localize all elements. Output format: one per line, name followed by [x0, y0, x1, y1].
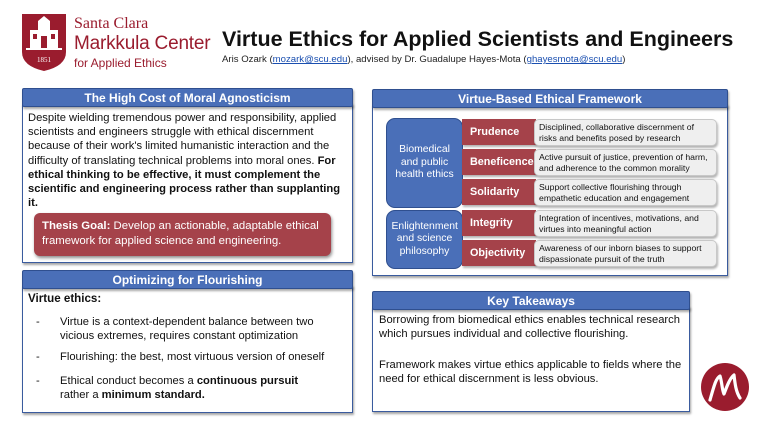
flourishing-heading: Optimizing for Flourishing: [22, 270, 353, 289]
bullet-text-2: Flourishing: the best, most virtuous version of oneself: [60, 351, 325, 363]
virtue-beneficence: Beneficence: [462, 149, 536, 175]
group-biomedical: [386, 118, 463, 208]
virtue-solidarity: Solidarity: [462, 179, 536, 205]
bullet-3-pre: Ethical conduct becomes a: [60, 375, 197, 387]
virtue-desc-beneficence: Active pursuit of justice, prevention of harm, and adherence to the common morality: [534, 149, 717, 176]
logo-line-1: Santa Clara: [74, 15, 149, 32]
virtue-desc-solidarity: Support collective flourishing through empathetic education and engagement: [534, 179, 717, 206]
takeaways-heading: Key Takeaways: [372, 291, 690, 310]
author-1: Aris Ozark (: [222, 54, 273, 65]
virtue-ethics-label: Virtue ethics:: [28, 292, 102, 305]
logo-line-2: Markkula Center: [74, 33, 211, 54]
bullet-3-bold-2: minimum standard.: [101, 389, 205, 402]
email-link-1[interactable]: mozark@scu.edu: [272, 54, 348, 65]
moral-heading: The High Cost of Moral Agnosticism: [22, 88, 353, 107]
virtue-prudence: Prudence: [462, 119, 536, 145]
bullet-3-bold-1: continuous pursuit: [196, 375, 299, 387]
group-biomedical-label: Biomedical and public health ethics: [395, 144, 454, 181]
virtue-desc-integrity: Integration of incentives, motivations, and virtues into meaningful action: [534, 210, 717, 237]
author-advisor: ), advised by Dr. Guadalupe Hayes-Mota (: [347, 54, 527, 65]
bullet-text-3: [60, 374, 350, 403]
markkula-logo: [20, 12, 211, 74]
bullet-3-mid: rather a: [60, 389, 102, 402]
takeaway-2: Framework makes virtue ethics applicable to fields where the need for ethical discernment is less obvious.: [379, 359, 682, 386]
thesis-text: Develop an actionable, adaptable ethical framework for applied science and engineering.: [42, 220, 319, 247]
moral-body-text: Despite wielding tremendous power and responsibility, applied scientists and engineers struggle with ethical discernment because of their work's limited humanistic interaction and the difficulty of translating technical problems into moral ones.: [28, 112, 337, 167]
email-link-2[interactable]: ghayesmota@scu.edu: [526, 54, 623, 65]
thesis-goal-box: [34, 213, 331, 256]
author-line: [222, 54, 625, 65]
moral-body: [28, 111, 346, 210]
author-end: ): [622, 54, 626, 65]
group-enlightenment: [386, 210, 463, 269]
thesis-label: Thesis Goal:: [42, 220, 111, 232]
virtue-integrity: Integrity: [462, 210, 536, 236]
takeaway-1: Borrowing from biomedical ethics enables technical research which pursues individual and collective flourishing.: [379, 314, 680, 341]
seal-year: 1851: [37, 56, 51, 64]
mission-seal-icon: [20, 12, 68, 72]
bullet-dash: -: [36, 375, 40, 387]
virtue-objectivity: Objectivity: [462, 240, 536, 266]
framework-heading: Virtue-Based Ethical Framework: [372, 89, 728, 108]
virtue-desc-prudence: Disciplined, collaborative discernment of risks and benefits posed by research: [534, 119, 717, 146]
logo-line-3: for Applied Ethics: [74, 56, 167, 70]
poster-title: Virtue Ethics for Applied Scientists and Engineers: [222, 27, 734, 51]
bullet-text-1: Virtue is a context-dependent balance between two vicious extremes, requires constant optimization: [60, 316, 314, 343]
moral-body-bold: For ethical thinking to be effective, it must complement the scientific and engineering process rather than supplanting it.: [28, 154, 341, 210]
group-enlightenment-label: Enlightenment and science philosophy: [391, 220, 458, 257]
virtue-desc-objectivity: Awareness of our inborn biases to support dispassionate pursuit of the truth: [534, 240, 717, 267]
markkula-m-mark-icon: [700, 362, 750, 412]
bullet-dash: -: [36, 351, 40, 363]
bullet-dash: -: [36, 316, 40, 328]
